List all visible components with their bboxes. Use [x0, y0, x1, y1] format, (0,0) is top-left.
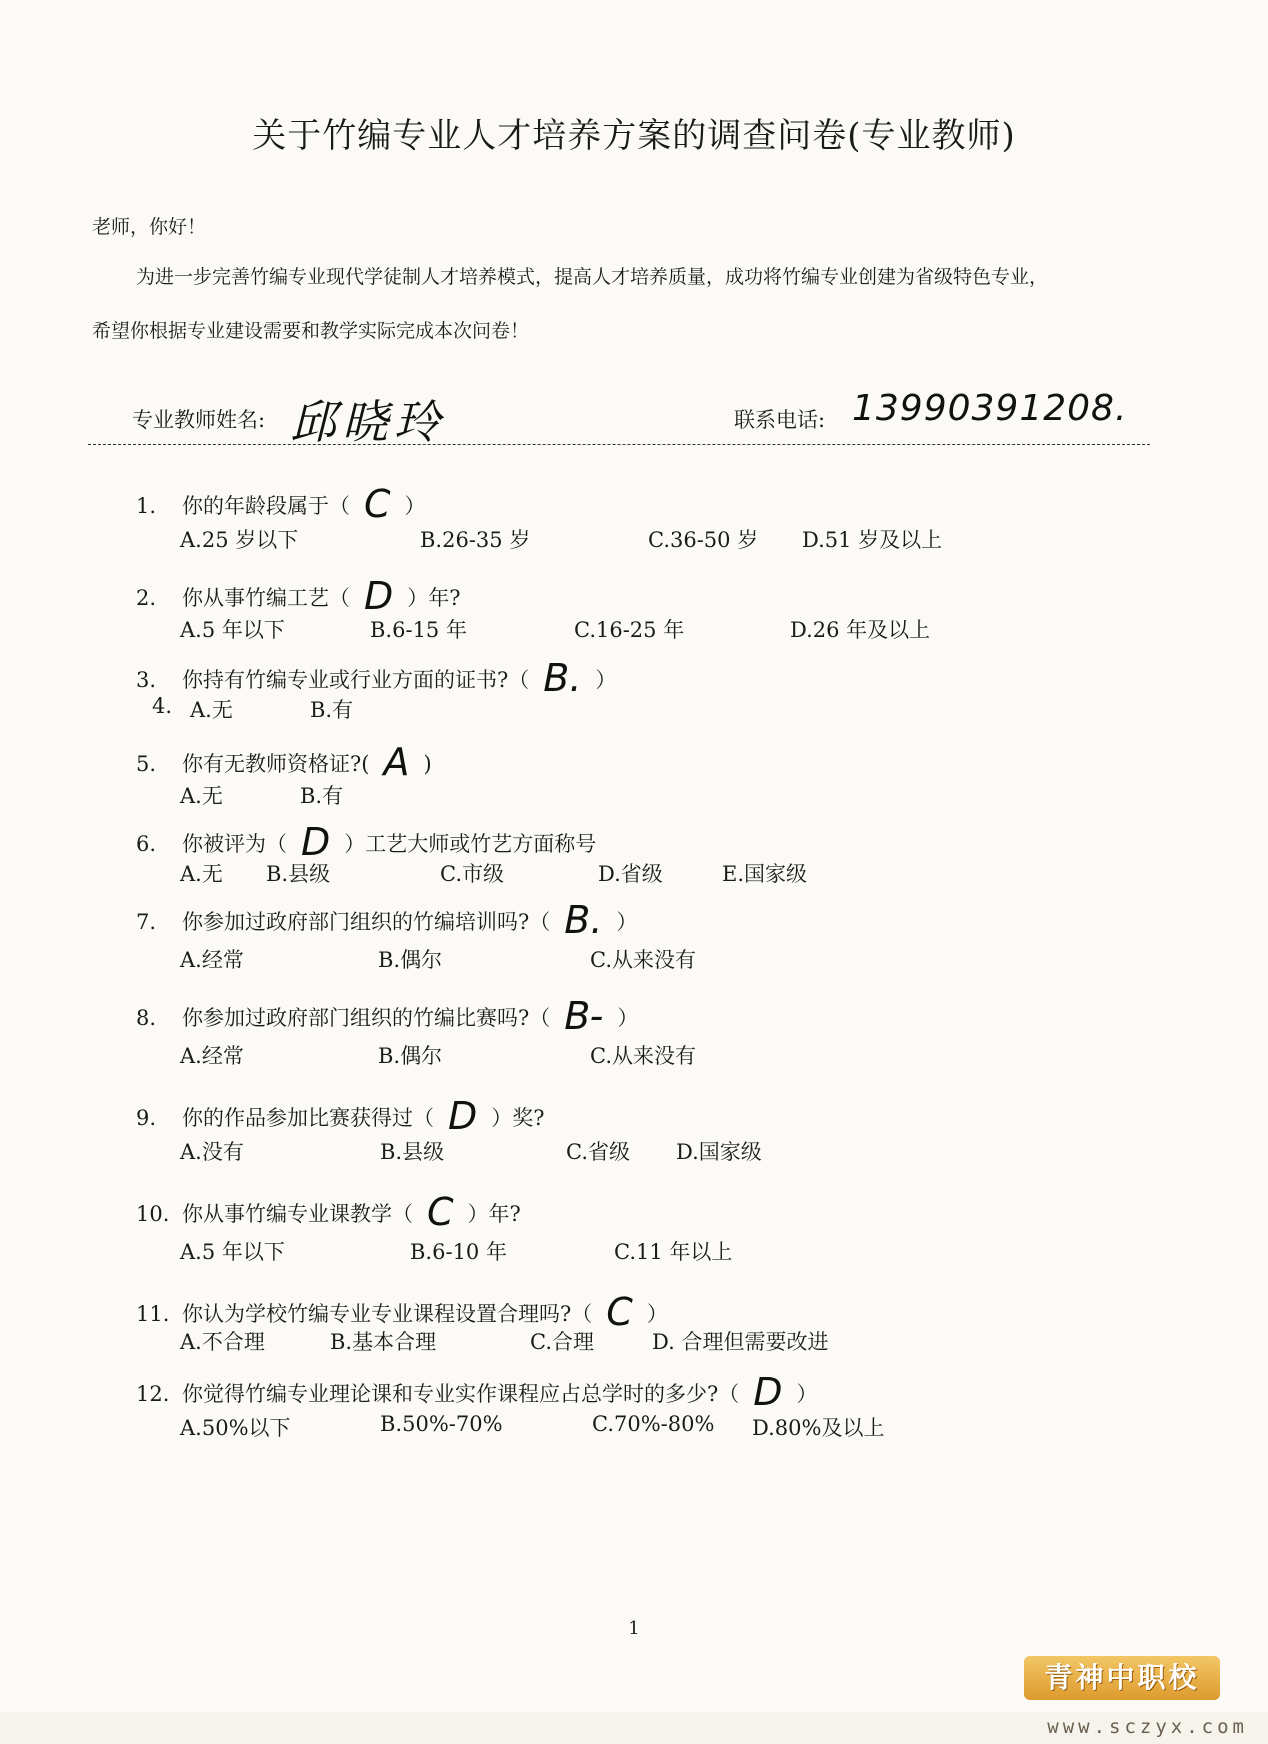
question-text: 你参加过政府部门组织的竹编培训吗?（ [182, 910, 551, 934]
option-6-b: B.县级 [266, 862, 331, 886]
question-text-end: ）奖? [491, 1106, 545, 1130]
greeting: 老师，你好！ [92, 216, 207, 238]
option-4-a: A.无 [190, 698, 233, 722]
question-text: 你觉得竹编专业理论课和专业实作课程应占总学时的多少?（ [182, 1382, 740, 1406]
question-number: 5. [136, 752, 157, 776]
question-text-end: ） [595, 668, 617, 692]
question-text-end: ） [617, 1006, 639, 1030]
option-8-b: B.偶尔 [378, 1044, 443, 1068]
question-number: 6. [136, 832, 157, 856]
question-text: 你从事竹编专业课教学（ [182, 1202, 413, 1226]
option-11-a: A.不合理 [180, 1330, 265, 1354]
question-text-end: ) [423, 752, 432, 776]
name-label: 专业教师姓名: [132, 408, 266, 432]
option-2-b: B.6-15 年 [370, 618, 467, 642]
question-number: 7. [136, 910, 157, 934]
option-10-b: B.6-10 年 [410, 1240, 507, 1264]
question-10 [136, 1186, 521, 1234]
question-text: 你被评为（ [182, 832, 287, 856]
option-6-a: A.无 [180, 862, 223, 886]
question-number: 8. [136, 1006, 157, 1030]
handwritten-answer: B. [564, 898, 603, 942]
phone-label: 联系电话: [734, 408, 826, 432]
option-5-a: A.无 [180, 784, 223, 808]
option-12-a: A.50%以下 [180, 1416, 291, 1440]
page-title: 关于竹编专业人才培养方案的调查问卷(专业教师) [252, 116, 1016, 156]
option-1-b: B.26-35 岁 [420, 528, 531, 552]
question-text-end: ） [616, 910, 638, 934]
option-12-c: C.70%-80% [592, 1412, 715, 1436]
question-number: 3. [136, 668, 157, 692]
handwritten-answer: B. [543, 656, 582, 700]
question-number: 12. [136, 1382, 170, 1406]
question-7 [136, 894, 638, 942]
option-8-c: C.从来没有 [590, 1044, 696, 1068]
option-9-c: C.省级 [566, 1140, 630, 1164]
handwritten-answer: C [364, 482, 391, 526]
question-text-end: ） [404, 494, 426, 518]
question-9 [136, 1090, 545, 1138]
option-2-d: D.26 年及以上 [790, 618, 931, 642]
handwritten-answer: D [301, 820, 331, 864]
option-11-b: B.基本合理 [330, 1330, 437, 1354]
question-text-end: ）工艺大师或竹艺方面称号 [344, 832, 597, 856]
question-2 [136, 570, 461, 618]
question-5 [136, 736, 432, 784]
option-1-a: A.25 岁以下 [180, 528, 299, 552]
page-number: 1 [628, 1618, 640, 1639]
handwritten-answer: B- [564, 994, 604, 1038]
option-9-d: D.国家级 [676, 1140, 762, 1164]
question-text-end: ）年? [407, 586, 461, 610]
question-number: 4. [152, 694, 173, 718]
question-text: 你认为学校竹编专业专业课程设置合理吗?（ [182, 1302, 593, 1326]
option-11-c: C.合理 [530, 1330, 594, 1354]
question-text-end: ）年? [467, 1202, 521, 1226]
handwritten-answer: A [383, 740, 410, 784]
option-2-a: A.5 年以下 [180, 618, 285, 642]
question-number: 9. [136, 1106, 157, 1130]
option-7-c: C.从来没有 [590, 948, 696, 972]
question-text: 你参加过政府部门组织的竹编比赛吗?（ [182, 1006, 551, 1030]
question-number: 2. [136, 586, 157, 610]
question-text: 你有无教师资格证?( [182, 752, 370, 776]
phone-handwritten: 13990391208. [852, 388, 1128, 429]
question-text: 你持有竹编专业或行业方面的证书?（ [182, 668, 530, 692]
handwritten-answer: D [364, 574, 394, 618]
question-text: 你的作品参加比赛获得过（ [182, 1106, 434, 1130]
question-text-end: ） [646, 1302, 668, 1326]
logo-text: 青神中职校 [1044, 1661, 1200, 1694]
option-2-c: C.16-25 年 [574, 618, 685, 642]
option-6-c: C.市级 [440, 862, 504, 886]
handwritten-answer: D [753, 1370, 783, 1414]
intro-line-1: 为进一步完善竹编专业现代学徒制人才培养模式，提高人才培养质量，成功将竹编专业创建为省级特色专业， [136, 266, 1049, 288]
school-logo [1024, 1656, 1220, 1700]
option-4-b: B.有 [310, 698, 354, 722]
footer-website: www.sczyx.com [1047, 1716, 1248, 1738]
name-handwritten: 邱晓玲 [290, 395, 446, 449]
option-6-e: E.国家级 [722, 862, 808, 886]
header-divider [88, 444, 1150, 445]
question-number: 11. [136, 1302, 170, 1326]
option-12-b: B.50%-70% [380, 1412, 503, 1436]
option-6-d: D.省级 [598, 862, 663, 886]
handwritten-answer: C [606, 1290, 633, 1334]
question-3 [136, 652, 617, 700]
intro-line-2: 希望你根据专业建设需要和教学实际完成本次问卷！ [92, 320, 530, 342]
option-10-c: C.11 年以上 [614, 1240, 733, 1264]
question-6 [136, 816, 597, 864]
question-number: 10. [136, 1202, 170, 1226]
option-9-a: A.没有 [180, 1140, 244, 1164]
option-8-a: A.经常 [180, 1044, 244, 1068]
question-text: 你从事竹编工艺（ [182, 586, 350, 610]
option-5-b: B.有 [300, 784, 344, 808]
handwritten-answer: D [448, 1094, 478, 1138]
option-1-c: C.36-50 岁 [648, 528, 759, 552]
handwritten-answer: C [427, 1190, 454, 1234]
option-7-a: A.经常 [180, 948, 244, 972]
question-8 [136, 990, 639, 1038]
question-12 [136, 1366, 818, 1414]
option-11-d: D. 合理但需要改进 [652, 1330, 829, 1354]
option-12-d: D.80%及以上 [752, 1416, 885, 1440]
question-text-end: ） [796, 1382, 818, 1406]
question-number: 1. [136, 494, 157, 518]
question-11 [136, 1286, 668, 1334]
question-text: 你的年龄段属于（ [182, 494, 350, 518]
option-10-a: A.5 年以下 [180, 1240, 285, 1264]
question-1 [136, 478, 426, 526]
option-7-b: B.偶尔 [378, 948, 443, 972]
option-1-d: D.51 岁及以上 [802, 528, 943, 552]
option-9-b: B.县级 [380, 1140, 445, 1164]
